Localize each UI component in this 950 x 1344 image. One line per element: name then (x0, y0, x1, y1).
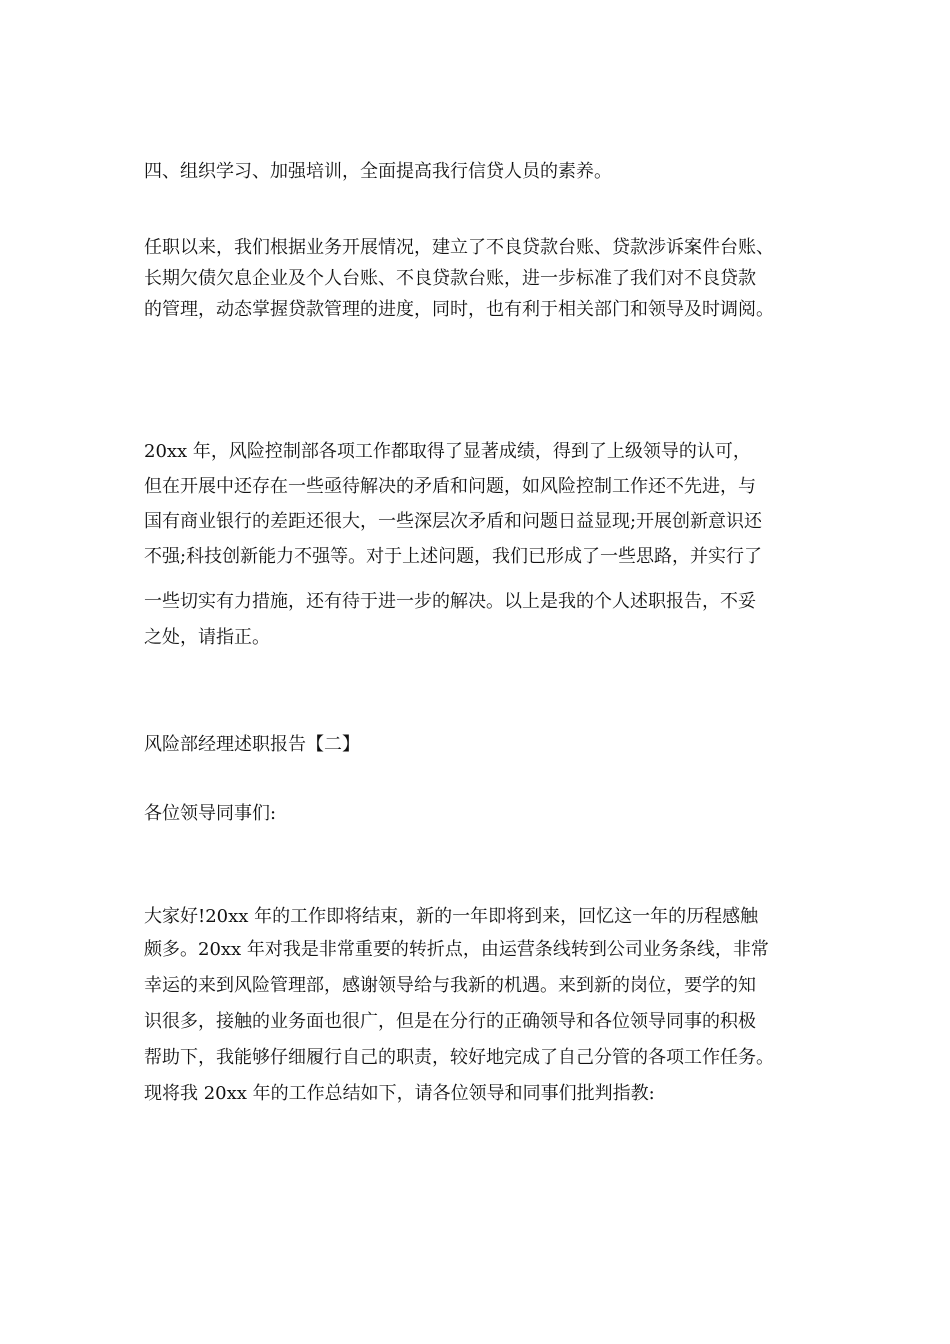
paragraph-line: 幸运的来到风险管理部，感谢领导给与我新的机遇。来到新的岗位，要学的知 (144, 975, 756, 996)
paragraph-line: 不强;科技创新能力不强等。对于上述问题，我们已形成了一些思路，并实行了 (144, 546, 763, 567)
paragraph-line: 之处，请指正。 (144, 627, 270, 648)
section-four-heading: 四、组织学习、加强培训，全面提高我行信贷人员的素养。 (144, 161, 612, 182)
report-two-title: 风险部经理述职报告【二】 (144, 734, 360, 755)
paragraph-line: 但在开展中还存在一些亟待解决的矛盾和问题，如风险控制工作还不先进，与 (144, 476, 756, 497)
paragraph-line: 的管理，动态掌握贷款管理的进度，同时，也有利于相关部门和领导及时调阅。 (144, 299, 774, 320)
paragraph-line: 任职以来，我们根据业务开展情况，建立了不良贷款台账、贷款涉诉案件台账、 (144, 237, 774, 258)
paragraph-line: 一些切实有力措施，还有待于进一步的解决。以上是我的个人述职报告，不妥 (144, 591, 756, 612)
paragraph-line: 颇多。20xx 年对我是非常重要的转折点，由运营条线转到公司业务条线，非常 (144, 939, 769, 960)
paragraph-line: 20xx 年，风险控制部各项工作都取得了显著成绩，得到了上级领导的认可， (144, 441, 751, 462)
paragraph-line: 国有商业银行的差距还很大，一些深层次矛盾和问题日益显现;开展创新意识还 (144, 511, 763, 532)
paragraph-line: 现将我 20xx 年的工作总结如下，请各位领导和同事们批判指教: (144, 1083, 655, 1104)
paragraph-line: 大家好!20xx 年的工作即将结束，新的一年即将到来，回忆这一年的历程感触 (144, 906, 759, 927)
paragraph-line: 识很多，接触的业务面也很广，但是在分行的正确领导和各位领导同事的积极 (144, 1011, 756, 1032)
salutation: 各位领导同事们: (144, 803, 277, 824)
paragraph-line: 帮助下，我能够仔细履行自己的职责，较好地完成了自己分管的各项工作任务。 (144, 1047, 774, 1068)
paragraph-line: 长期欠债欠息企业及个人台账、不良贷款台账，进一步标准了我们对不良贷款 (144, 268, 756, 289)
